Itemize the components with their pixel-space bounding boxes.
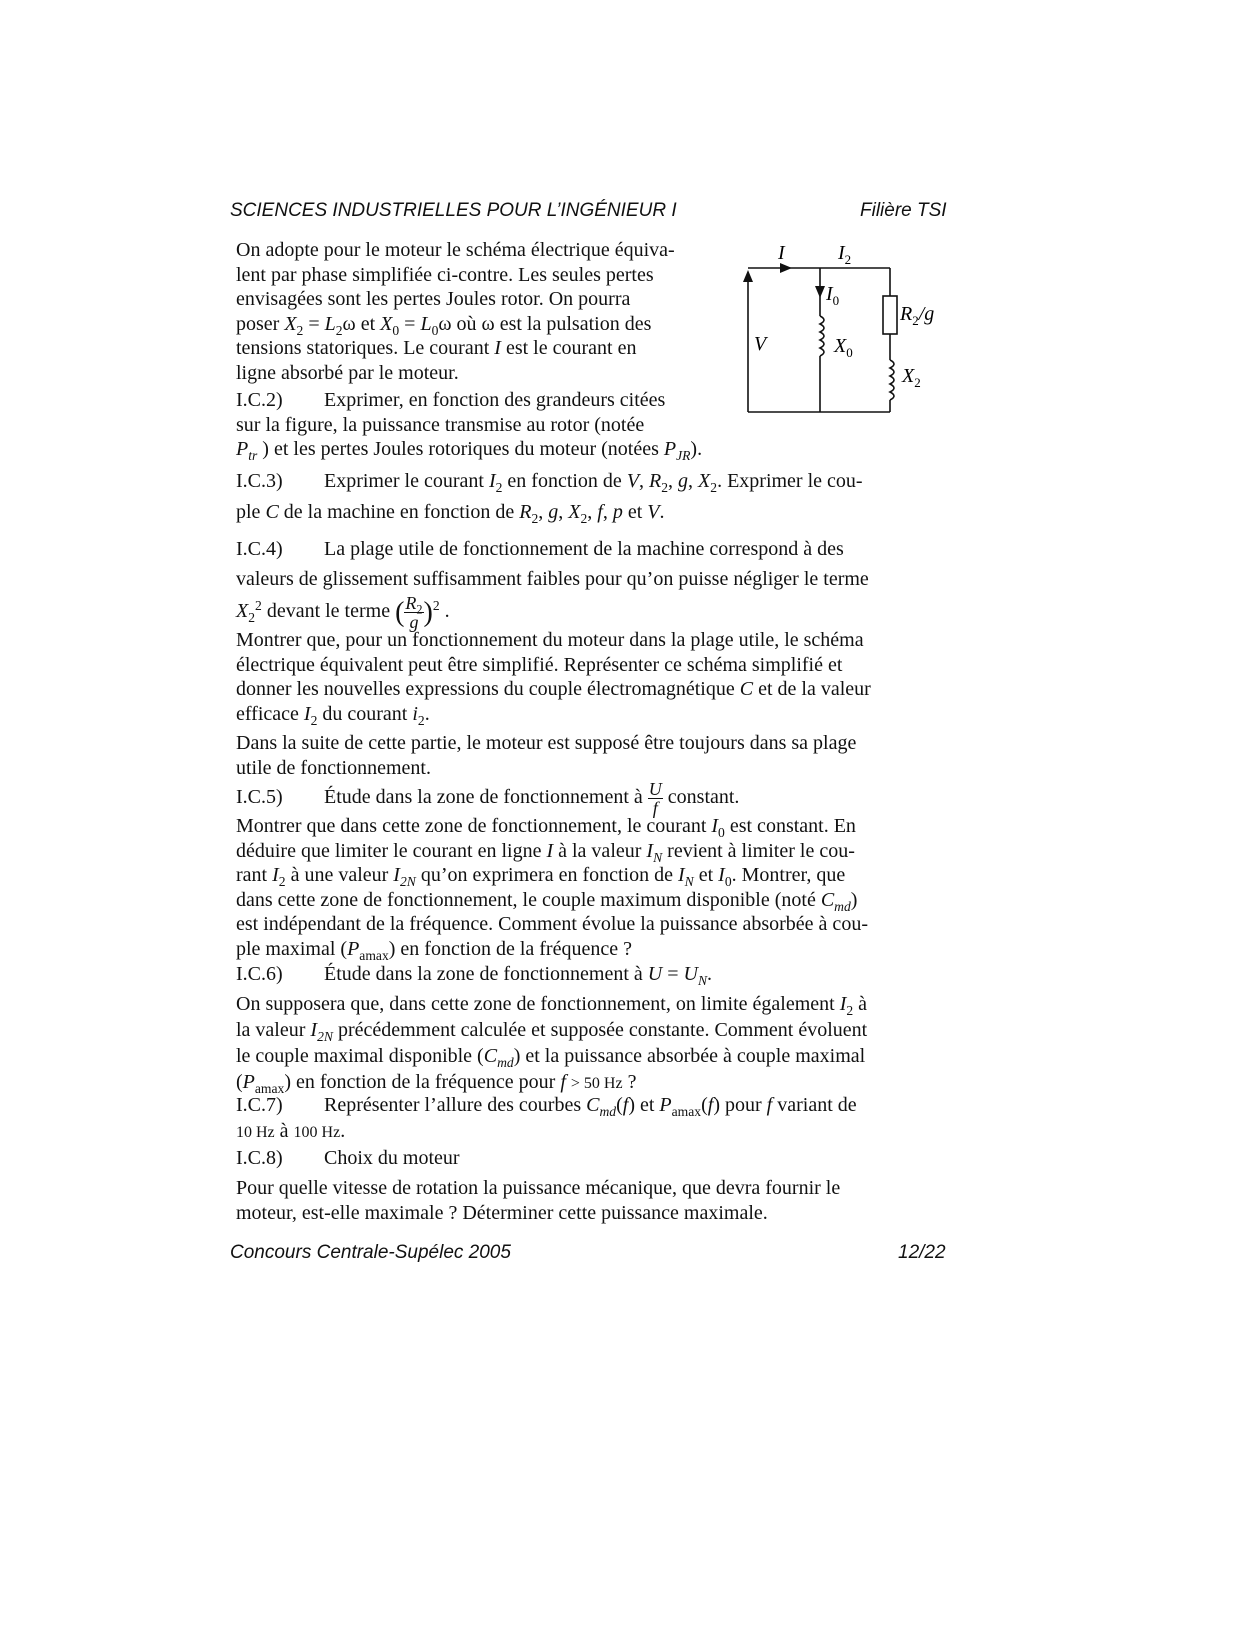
label-i0: $I_0$ [826, 283, 840, 308]
q5-paragraph [236, 814, 986, 961]
q8-line: Pour quelle vitesse de rotation la puissance mécanique, que devra fournir le [236, 1177, 841, 1199]
q7-line: 10 Hz à 100 Hz. [236, 1120, 346, 1142]
q2-line: sur la figure, la puissance transmise au rotor (notée [236, 413, 645, 436]
q2-line: I.C.2) Exprimer, en fonction des grandeurs citées [236, 389, 666, 411]
intro-line: On adopte pour le moteur le schéma électrique équiva- [236, 239, 675, 261]
q4-p2-line: électrique équivalent peut être simplifié. Représenter ce schéma simplifié et [236, 653, 843, 676]
question-ic5-title: I.C.5) Étude dans la zone de fonctionnement à $\frac{U}{f}$ constant. [236, 779, 740, 818]
footer-contest: Concours Centrale-Supélec 2005 [230, 1242, 511, 1263]
intro-paragraph [236, 238, 730, 385]
header-title: SCIENCES INDUSTRIELLES POUR L’INGÉNIEUR I [230, 200, 677, 221]
voltage-arrow-icon [743, 270, 753, 282]
q2-line: $P_{tr}$ ) et les pertes Joules rotoriques du moteur (notées $P_{JR}$). [236, 438, 703, 463]
q6-paragraph [236, 991, 986, 1097]
q4-p2-line: efficace $I_2$ du courant $i_2$. [236, 702, 430, 728]
intro-line: envisagées sont les pertes Joules rotor. On pourra [236, 288, 631, 310]
q5-line: dans cette zone de fonctionnement, le couple maximum disponible (noté $C_{md}$) [236, 888, 858, 914]
q5-line: déduire que limiter le courant en ligne I à la valeur $I_N$ revient à limiter le cou- [236, 839, 855, 865]
q5-line: rant $I_2$ à une valeur $I_{2N}$ qu’on exprimera en fonction de $I_N$ et $I_0$. Montrer, que [236, 864, 846, 889]
q3-line: I.C.3) Exprimer le courant $I_2$ en fonction de V, $R_2$, g, $X_2$. Exprimer le cou- [236, 470, 863, 495]
label-i: I [778, 242, 785, 264]
intro-line: poser $X_2 = L_2\omega$ et $X_0 = L_0\omega$ où ω est la pulsation des [236, 312, 652, 338]
q6-line: le couple maximal disponible $(C_{md})$ et la puissance absorbée à couple maximal [236, 1045, 866, 1070]
label-r2g: $R_2/g$ [900, 303, 935, 328]
q6-line: la valeur $I_{2N}$ précédemment calculée et supposée constante. Comment évoluent [236, 1019, 868, 1044]
current-i-arrow-icon [780, 263, 792, 273]
label-x2: $X_2$ [902, 365, 921, 390]
q4-p2-line: Montrer que, pour un fonctionnement du moteur dans la plage utile, le schéma [236, 629, 864, 651]
q4-line: I.C.4) La plage utile de fonctionnement de la machine correspond à des [236, 538, 844, 560]
q6-line: On supposera que, dans cette zone de fonctionnement, on limite également $I_2$ à [236, 993, 868, 1018]
question-ic6-title: I.C.6) Étude dans la zone de fonctionnement à $U = U_N$. [236, 963, 713, 988]
question-ic3 [236, 466, 986, 528]
q6-line: $(P_{amax})$ en fonction de la fréquence pour f > 50 Hz ? [236, 1071, 637, 1096]
q7-line: I.C.7) Représenter l’allure des courbes $C_{md}(f)$ et $P_{amax}(f)$ pour f variant de [236, 1094, 857, 1119]
r2-over-g-fraction: $\frac{R_2}{g}$ [405, 593, 423, 632]
label-v: V [754, 333, 767, 355]
question-ic7 [236, 1092, 986, 1146]
footer-page-number: 12/22 [898, 1242, 946, 1263]
q3-line: ple C de la machine en fonction de $R_2$, g, $X_2$, f, p et V. [236, 501, 665, 526]
suite-line: utile de fonctionnement. [236, 756, 431, 779]
intro-line: lent par phase simplifiée ci-contre. Les seules pertes [236, 263, 654, 286]
label-i2: $I_2$ [838, 242, 852, 267]
r2g-resistor [883, 296, 897, 334]
header-track: Filière TSI [860, 200, 947, 221]
q4-line: valeurs de glissement suffisamment faibles pour qu’on puisse négliger le terme [236, 568, 869, 590]
q8-line: moteur, est-elle maximale ? Déterminer cette puissance maximale. [236, 1201, 768, 1224]
q8-paragraph [236, 1176, 986, 1225]
q4-line: $X_2^2$ devant le terme ( $\frac{R_2}{g}$ )$^2$ . [236, 593, 450, 632]
q4-paragraph-2 [236, 628, 986, 726]
question-ic8-title: I.C.8) Choix du moteur [236, 1147, 460, 1169]
q5-line: ple maximal $(P_{amax})$ en fonction de la fréquence ? [236, 937, 632, 963]
u-over-f-fraction: $\frac{U}{f}$ [648, 779, 662, 818]
label-x0: $X_0$ [834, 335, 853, 360]
current-i0-arrow-icon [815, 286, 825, 298]
q4-p2-line: donner les nouvelles expressions du couple électromagnétique C et de la valeur [236, 678, 871, 700]
intro-line: tensions statoriques. Le courant I est le courant en [236, 337, 637, 359]
question-ic4 [236, 534, 986, 631]
suite-paragraph [236, 731, 986, 780]
q5-line: Montrer que dans cette zone de fonctionnement, le courant $I_0$ est constant. En [236, 815, 856, 840]
suite-line: Dans la suite de cette partie, le moteur est supposé être toujours dans sa plage [236, 732, 857, 754]
intro-line: ligne absorbé par le moteur. [236, 361, 459, 384]
x0-inductor [820, 316, 824, 356]
q5-line: est indépendant de la fréquence. Comment évolue la puissance absorbée à cou- [236, 913, 868, 935]
question-ic2 [236, 388, 986, 462]
